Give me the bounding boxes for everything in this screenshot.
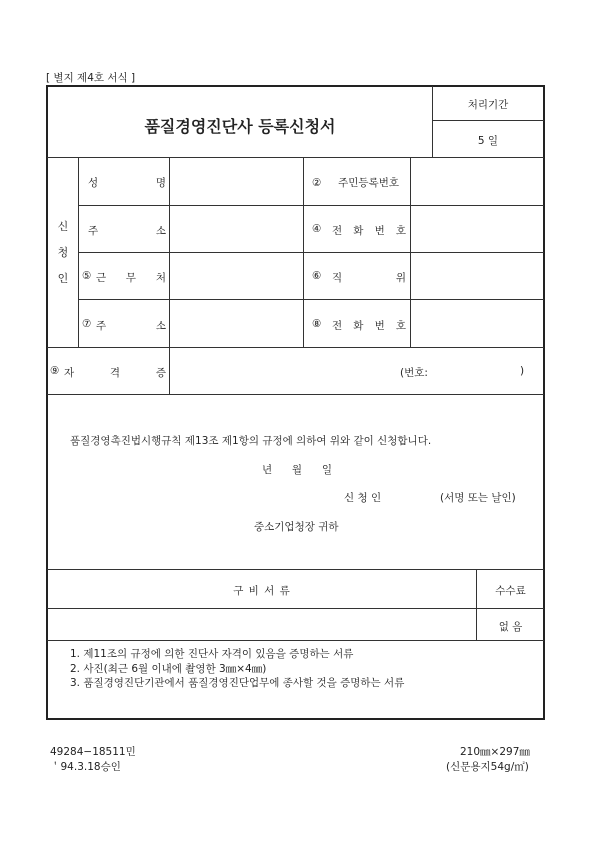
divider	[47, 569, 544, 570]
work-phone-marker: ⑧	[312, 318, 322, 330]
divider	[47, 608, 544, 609]
form-number-label: [ 별지 제4호 서식 ]	[46, 72, 136, 84]
document-item: 1. 제11조의 규정에 의한 진단사 자격이 있음을 증명하는 서류	[70, 648, 354, 660]
paper-type: (신문용지54g/㎡)	[446, 761, 529, 773]
address-label: 주 소	[88, 225, 166, 237]
workplace-marker: ⑤	[82, 270, 92, 282]
name-label: 성 명	[88, 177, 166, 189]
certificate-marker: ⑨	[50, 365, 60, 377]
work-address-label: 주 소	[96, 320, 166, 332]
address-field[interactable]	[170, 206, 302, 251]
divider	[432, 120, 544, 121]
phone-marker: ④	[312, 223, 322, 235]
phone-label: 전 화 번 호	[332, 225, 406, 237]
signer-label: 신 청 인	[344, 492, 382, 504]
approval-date: ＇94.3.18승인	[50, 761, 121, 773]
document-item: 2. 사진(최근 6월 이내에 촬영한 3㎜×4㎜)	[70, 663, 267, 675]
date-line: 년 월 일	[262, 464, 332, 476]
workplace-field[interactable]	[170, 253, 302, 298]
position-label: 직 위	[332, 272, 406, 284]
document-item: 3. 품질경영진단기관에서 품질경영진단업무에 종사할 것을 증명하는 서류	[70, 677, 405, 689]
workplace-label: 근 무 처	[96, 272, 166, 284]
paper-size: 210㎜×297㎜	[460, 746, 530, 758]
resident-number-label: ② 주민등록번호	[312, 177, 399, 189]
certificate-label: 자 격 증	[64, 367, 166, 379]
applicant-group-label: 신 청 인	[57, 220, 69, 285]
resident-number-field[interactable]	[411, 158, 543, 204]
required-documents-header: 구 비 서 류	[233, 585, 291, 597]
position-marker: ⑥	[312, 270, 322, 282]
fee-label: 수수료	[495, 585, 526, 597]
certificate-number-open: (번호:	[400, 367, 428, 379]
divider	[47, 640, 544, 641]
signature-note: (서명 또는 날인)	[440, 492, 516, 504]
work-phone-label: 전 화 번 호	[332, 320, 406, 332]
form-code: 49284−18511민	[50, 746, 136, 758]
certificate-field[interactable]	[170, 348, 543, 393]
work-address-marker: ⑦	[82, 318, 92, 330]
position-field[interactable]	[411, 253, 543, 298]
application-statement: 품질경영촉진법시행규칙 제13조 제1항의 규정에 의하여 위와 같이 신청합니다.	[70, 435, 432, 447]
processing-period-value: 5 일	[477, 135, 499, 147]
divider	[47, 394, 544, 395]
phone-field[interactable]	[411, 206, 543, 251]
work-phone-field[interactable]	[411, 300, 543, 346]
form-title: 품질경영진단사 등록신청서	[144, 117, 336, 136]
addressee: 중소기업청장 귀하	[254, 521, 339, 533]
fee-value: 없 음	[498, 621, 523, 633]
work-address-field[interactable]	[170, 300, 302, 346]
processing-period-label: 처리기간	[467, 99, 509, 111]
certificate-number-close: )	[520, 365, 525, 377]
name-field[interactable]	[170, 158, 302, 204]
